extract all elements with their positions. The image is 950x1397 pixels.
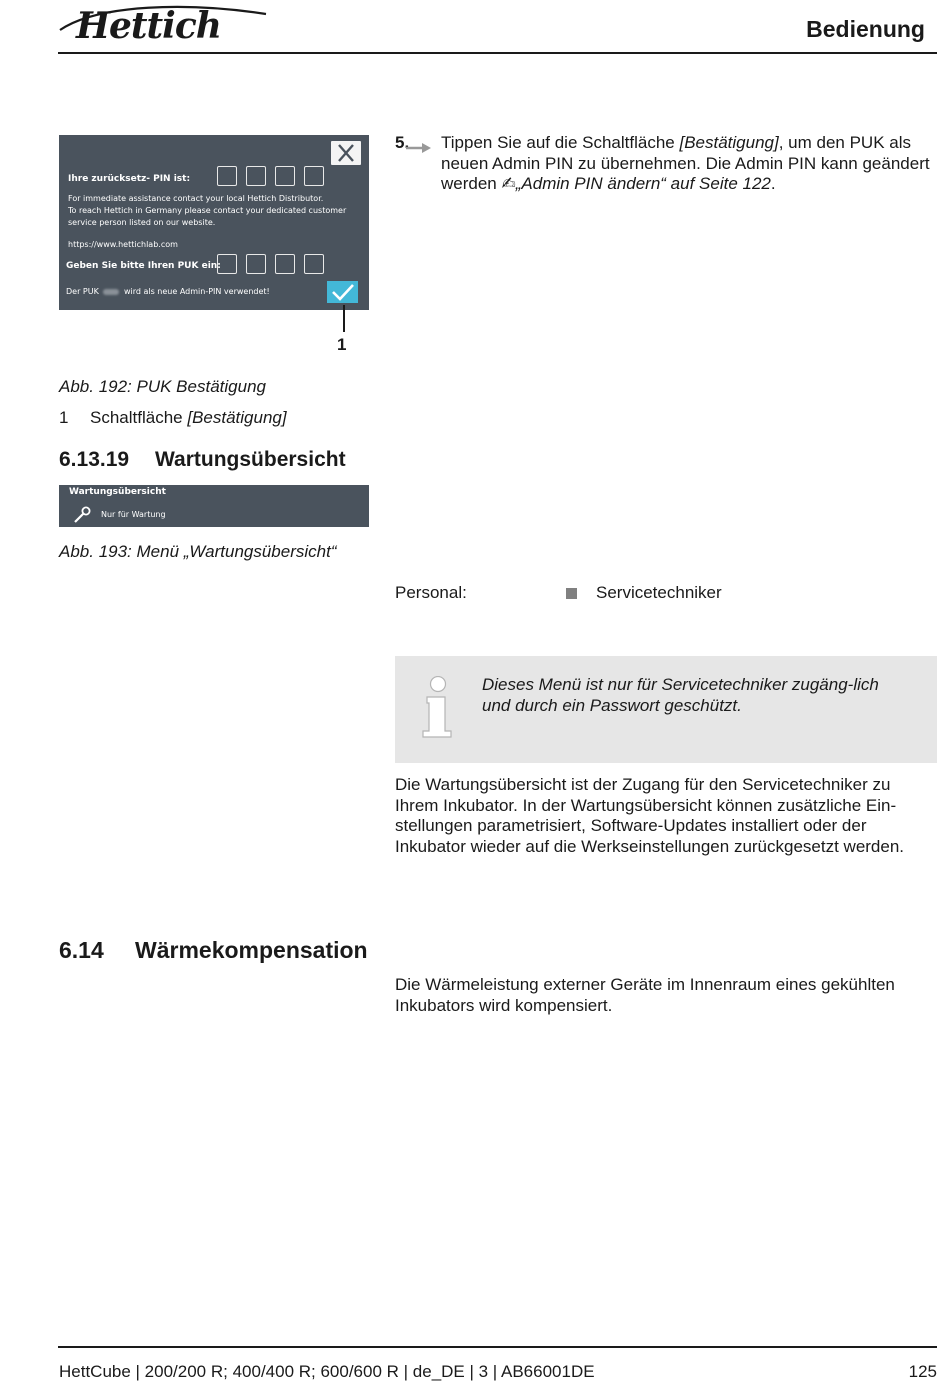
- step-number: 5.: [395, 133, 410, 152]
- masked-puk: [103, 289, 119, 295]
- puk-info-before: Der PUK: [66, 287, 99, 296]
- reset-pin-label: Ihre zurücksetz- PIN ist:: [68, 174, 191, 184]
- heat-compensation-paragraph: Die Wärmeleistung externer Geräte im Innenraum eines gekühlten Inkubators wird kompensiert.: [395, 975, 895, 1015]
- section-heading-title: Wärmekompensation: [135, 937, 368, 963]
- legend-text: [90, 408, 287, 428]
- reset-pin-box-4: [304, 166, 324, 186]
- section-heading: [59, 937, 368, 964]
- callout-number: 1: [337, 335, 347, 354]
- step-text: [441, 133, 931, 195]
- puk-info-text: [66, 286, 270, 298]
- reset-pin-box-1: [217, 166, 237, 186]
- maintenance-menu-figure: [59, 485, 369, 527]
- personnel-label: Personal:: [395, 583, 467, 602]
- close-icon: [331, 141, 361, 165]
- website-link[interactable]: https://www.hettichlab.com: [68, 240, 178, 249]
- figure-caption-193: Abb. 193: Menü „Wartungsübersicht“: [59, 542, 337, 561]
- svg-text:Hettich: Hettich: [76, 5, 221, 44]
- info-note-text: Dieses Menü ist nur für Servicetechniker zugäng-lich und durch ein Passwort geschützt.: [482, 675, 879, 715]
- reset-pin-box-3: [275, 166, 295, 186]
- legend-text-italic: [Bestätigung]: [187, 408, 287, 427]
- subsection-heading: [59, 448, 346, 472]
- footer-document-info: HettCube | 200/200 R; 400/400 R; 600/600 R | de_DE | 3 | AB66001DE: [59, 1362, 595, 1381]
- info-note: [395, 656, 937, 763]
- bullet-square-icon: [566, 588, 577, 599]
- puk-input-2[interactable]: [246, 254, 266, 274]
- close-button[interactable]: [331, 141, 361, 165]
- step-text-a: Tippen Sie auf die Schaltfläche: [441, 133, 680, 152]
- puk-input-1[interactable]: [217, 254, 237, 274]
- hettich-logo: [58, 0, 270, 44]
- step-button-ref: [Bestätigung]: [679, 133, 779, 152]
- puk-input-3[interactable]: [275, 254, 295, 274]
- puk-info-after: wird als neue Admin-PIN verwendet!: [123, 287, 270, 296]
- step-text-end: .: [770, 174, 776, 193]
- subsection-title: Wartungsübersicht: [155, 448, 346, 471]
- legend-number: 1: [59, 408, 69, 427]
- assistance-text-3: service person listed on our website.: [68, 218, 216, 227]
- callout-line: [343, 305, 345, 332]
- cross-reference-link[interactable]: „Admin PIN ändern“ auf Seite 122: [515, 174, 771, 193]
- reset-pin-box-2: [246, 166, 266, 186]
- legend-text-plain: Schaltfläche: [90, 408, 188, 427]
- step-arrow-icon: [394, 141, 432, 155]
- menu-item-label: Nur für Wartung: [101, 510, 166, 519]
- cross-reference-icon: ✍: [501, 174, 516, 193]
- section-title: Bedienung: [806, 16, 925, 42]
- assistance-text-2: To reach Hettich in Germany please contact your dedicated customer: [68, 206, 347, 215]
- menu-title: Wartungsübersicht: [69, 487, 166, 497]
- wrench-icon: [72, 505, 92, 525]
- puk-screen-figure: [59, 135, 369, 310]
- maintenance-paragraph: Die Wartungsübersicht ist der Zugang für den Servicetechniker zu Ihrem Inkubator. In der Wartungsübersicht können zusätzliche Ein-stellungen parametrisiert, Software-Updates installiert oder der Inkubator wieder auf die Werkseinstellungen zurückgesetzt werden.: [395, 775, 905, 856]
- figure-caption-192: Abb. 192: PUK Bestätigung: [59, 377, 266, 396]
- personnel-value: Servicetechniker: [596, 583, 722, 602]
- info-icon: [419, 676, 459, 740]
- assistance-text-1: For immediate assistance contact your local Hettich Distributor.: [68, 194, 324, 203]
- confirm-button[interactable]: [327, 281, 358, 303]
- puk-input-4[interactable]: [304, 254, 324, 274]
- checkmark-icon: [327, 281, 358, 303]
- subsection-number: 6.13.19: [59, 448, 130, 471]
- header-rule: [58, 52, 937, 54]
- section-number: 6.14: [59, 937, 104, 963]
- step-text-c: , um den PUK als neuen Admin PIN zu übernehmen. Die Admin PIN kann geändert werden: [441, 133, 930, 193]
- puk-prompt: Geben Sie bitte Ihren PUK ein:: [66, 261, 221, 271]
- footer-rule: [58, 1346, 937, 1348]
- page-number: 125: [908, 1362, 937, 1381]
- menu-item-maintenance[interactable]: [59, 503, 369, 527]
